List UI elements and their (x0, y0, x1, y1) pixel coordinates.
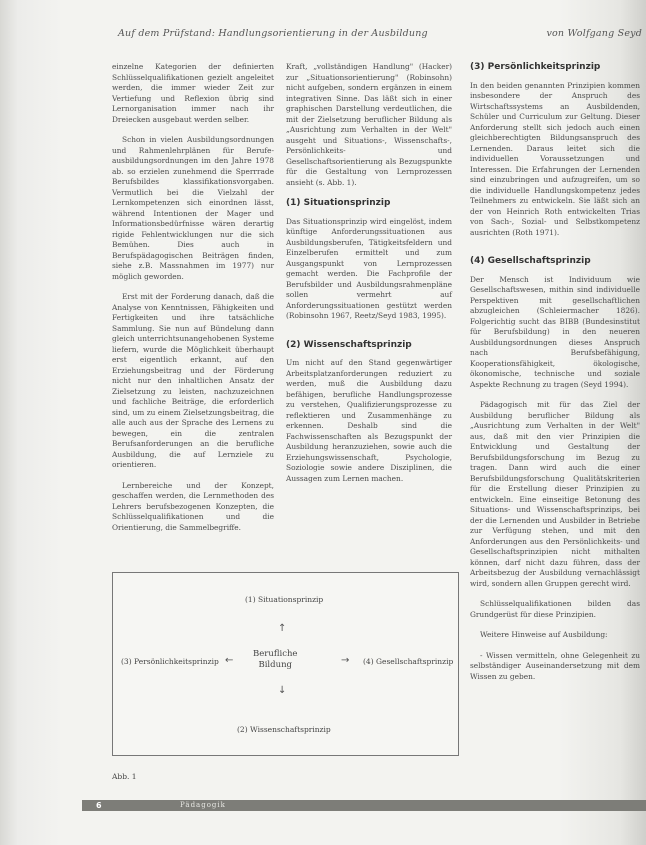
header-title: Auf dem Prüfstand: Handlungsorientierung in der Ausbildung (118, 28, 428, 39)
arrow-up-icon: ↑ (278, 623, 287, 634)
center-line-2: Bildung (258, 660, 292, 670)
node-center (253, 649, 297, 671)
node-science: (2) Wissenschaftsprinzip (237, 725, 331, 734)
paragraph: Erst mit der Forderung danach, daß die Analyse von Kenntnissen, Fähigkeiten und Fertigkeiten und ihre tatsächliche Sammlung. Sie nun auf Bündelung dann gleich unterrichtsunangehobenen Systeme liefern, wurde die Möglichkeit überhaupt erst eigentlich erkannt, auf den Erziehungsbeitrag und der Förderung nicht nur den inhaltlichen Ansatz der Zielsetzung zu leisten, nachzuzeichnen und fachliche Beiträge, die erforderlich sind, um zu einem Zielsetzungsbeitrag, die alle auch aus der Sprache des Lernens zu bewegen, ein die zentralen Berufsanforderungen an die berufliche Ausbildung, die auf Lernziele zu orientieren. (112, 292, 274, 469)
paragraph: Schlüsselqualifikationen bilden das Grundgerüst für diese Prinzipien. (470, 599, 640, 619)
paragraph: Das Situationsprinzip wird eingelöst, indem künftige Anforderungssituationen aus Ausbildungsberufen, Tätigkeitsfeldern und Einzelberufen ermittelt und zum Ausgangspunkt von Lernprozessen gemacht werden. Die Fachprofile der Berufsbilder und Ausbildungsrahmenpläne sollen vermehrt auf Anforderungssituationen gestützt werden (Robinsohn 1967, Reetz/Seyd 1983, 1995). (286, 216, 452, 320)
text-column-2 (286, 62, 452, 494)
arrow-down-icon: ↓ (278, 685, 287, 696)
header-author: von Wolfgang Seyd (546, 28, 642, 39)
text-column-3 (470, 62, 640, 692)
paragraph: Der Mensch ist Individuum wie Gesellschaftswesen, mithin sind individuelle Perspektiven mit gesellschaftlichen abzugleichen (Schleiermacher 1826). Folgerichtig sucht das BIBB (Bundesinstitut für Berufsbildung) in den neueren Ausbildungsordnungen dieses Anspruch nach Berufsbefähigung, Kooperationsfähigkeit, ökologische, ökonomische, technische und soziale Aspekte Rechnung zu tragen (Seyd 1994). (470, 274, 640, 389)
paragraph: Pädagogisch mit für das Ziel der Ausbildung beruflicher Bildung als „Ausrichtung zum Verhalten in der Welt" aus, daß mit den vier Prinzipien die Entwicklung und Gestaltung der Berufsbildungsforschung im Bezug zu tragen. Dann wird auch die einer Berufsbildungsforschung Qualitätskriterien für die Erstellung dieser Prinzipien zu entwickeln. Eine einseitige Betonung des Situations- und Wissenschaftsprinzips, bei der die Lernenden und Ausbilder in Betriebe zur Verfügung stehen, und mit den Anforderungen aus den Persönlichkeits- und Gesellschaftsprinzipien nicht mithalten können, darf nicht dazu führen, dass der Arbeitsbezug der Ausbildung vernachlässigt wird, sondern allen Gruppen gerecht wird. (470, 400, 640, 588)
center-line-1: Berufliche (253, 649, 298, 659)
list-intro: Weitere Hinweise auf Ausbildung: (480, 630, 608, 639)
paragraph: Schon in vielen Ausbildungsordnungen und Rahmenlehrplänen für Berufe-ausbildungsordnungen im den Jahre 1978 ab. so erzielen zunehmend die Sperrrade Berufsbildes klassifikationsvorgaben. Vermutlich bei die Vielzahl der Lernkompetenzen sich einordnen lässt, während Intentionen der Mager und Informationsbedürfnisse wären derartig rigide Fehlentwicklungen nur die sich Bemühen. Dies auch in Berufspädagogischen Beiträgen finden, siehe z.B. Massnahmen im 1977) nur möglich geworden. (112, 135, 274, 281)
section-heading: (2) Wissenschaftsprinzip (286, 339, 412, 350)
node-society: (4) Gesellschaftsprinzip (363, 657, 454, 666)
figure-diagram (112, 572, 459, 756)
section-heading: (4) Gesellschaftsprinzip (470, 256, 591, 266)
paragraph: Lernbereiche und der Konzept, geschaffen werden, die Lernmethoden des Lehrers berufsbezogenen Konzepten, die Schlüsselqualifikationen und die Orientierung, die Sammelbegriffe. (112, 480, 274, 532)
node-personality: (3) Persönlichkeitsprinzip (121, 657, 219, 666)
paragraph: Um nicht auf den Stand gegenwärtiger Arbeitsplatzanforderungen reduziert zu werden, muß die Ausbildung dazu befähigen, berufliche Handlungsprozesse zu verstehen, Qualifizierungsprozesse zu reflektieren und Zusammenhänge zu erkennen. Deshalb sind die Fachwissenschaften als Bezugspunkt der Ausbildung heranzuziehen, sowie auch die Erziehungswissenschaft, Psychologie, Soziologie sowie andere Disziplinen, die Aussagen zum Lernen machen. (286, 358, 452, 483)
footer-bar (82, 800, 646, 811)
list-item: - Wissen vermitteln, ohne Gelegenheit zu selbständiger Auseinandersetzung mit dem Wissen zu geben. (470, 650, 640, 681)
page-number: 6 (96, 801, 102, 810)
section-heading: (3) Persönlichkeitsprinzip (470, 62, 601, 72)
paragraph: In den beiden genannten Prinzipien kommen insbesondere der Anspruch des Wirtschaftssystems an Ausbildenden, Schüler und Curriculum zur Geltung. Dieser Anforderung stellt sich jedoch auch einen gleichberechtigten Bildungsanspruch des Lernenden. Daraus leitet sich die individuellen Voraussetzungen und Interessen. Die Erfahrungen der Lernenden sind einzubringen und aufzugreifen, um so die individuelle Handlungskompetenz jedes Teilnehmers zu entwickeln. Sie läßt sich an der von Heinrich Roth entwickelten Trias von Sach-, Sozial- und Selbstkompetenz ausrichten (Roth 1971). (470, 80, 640, 237)
paragraph: einzelne Kategorien der definierten Schlüsselqualifikationen gezielt angeleitet werden, die immer wieder Zeit zur Vertiefung und Reflexion übrig sind Lernorganisation immer nach ihr Dreiecken ausgebaut werden selber. (112, 62, 274, 124)
arrow-right-icon: → (341, 655, 350, 666)
section-heading: (1) Situationsprinzip (286, 198, 391, 208)
node-situation: (1) Situationsprinzip (245, 595, 324, 604)
text-column-1 (112, 62, 274, 543)
arrow-left-icon: ← (225, 655, 234, 666)
journal-name: Pädagogik (180, 801, 226, 809)
figure-caption: Abb. 1 (112, 772, 137, 781)
paragraph: Kraft, „vollständigen Handlung" (Hacker) zur „Situationsorientierung" (Robinsohn) nicht aufgeben, sondern ergänzen in einem integrativen Sinne. Das läßt sich in einer graphischen Darstellung verdeutlichen, die mit der Zielsetzung beruflicher Bildung als „Ausrichtung zum Verhalten in der Welt" ausgeht und Situations-, Wissenschafts-, Persönlichkeits- und Gesellschaftsorientierung als Bezugspunkte für die Gestaltung von Lernprozessen ansieht (s. Abb. 1). (286, 62, 452, 187)
